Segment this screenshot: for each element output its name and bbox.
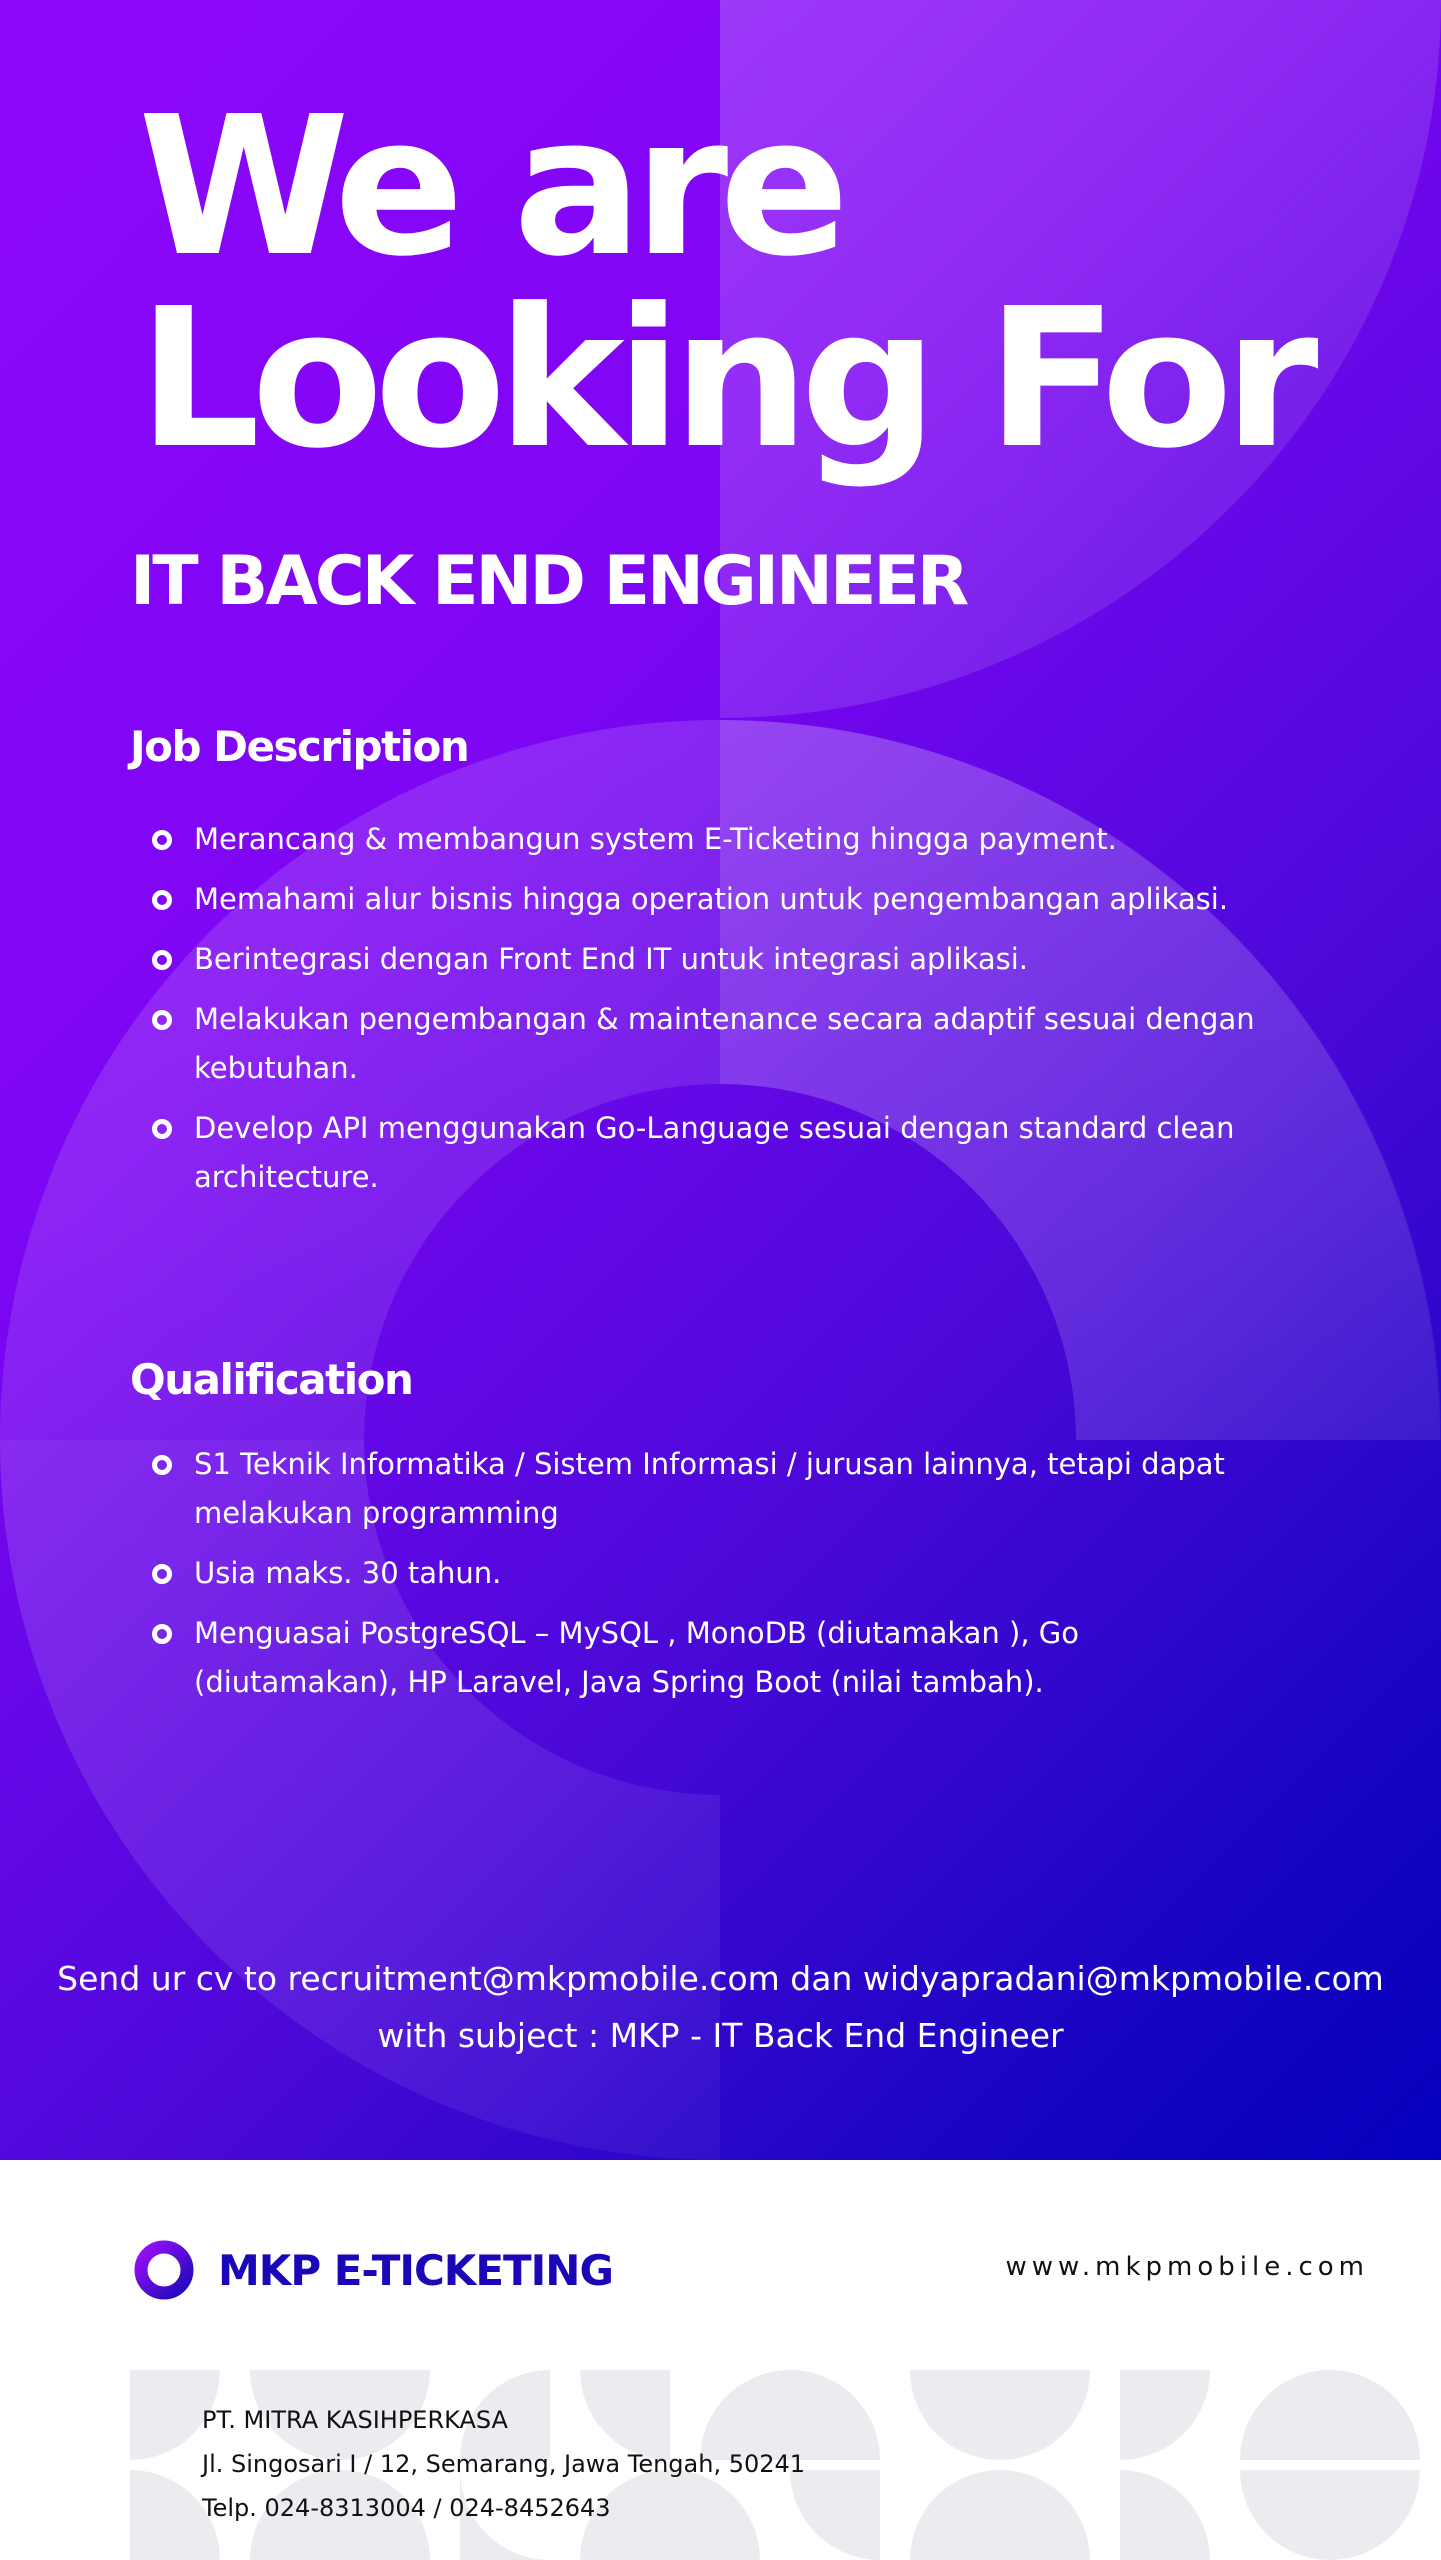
list-item: [152, 875, 1292, 924]
headline-line-2: Looking For: [138, 268, 1310, 491]
list-item-text: S1 Teknik Informatika / Sistem Informasi / jurusan lainnya, tetapi dapat melakukan programming: [194, 1447, 1225, 1530]
mkp-logo-icon: [134, 2240, 194, 2300]
footer: [0, 2160, 1441, 2560]
cv-line-2: with subject : MKP - IT Back End Engineer: [377, 2016, 1064, 2055]
bullet-ring-icon: [152, 890, 172, 910]
job-description-title: Job Description: [130, 722, 469, 771]
list-item: [152, 1104, 1292, 1202]
list-item: [152, 935, 1292, 984]
brand-name: MKP E-TICKETING: [218, 2245, 613, 2295]
list-item-text: Merancang & membangun system E-Ticketing hingga payment.: [194, 822, 1117, 856]
bullet-ring-icon: [152, 1624, 172, 1644]
list-item-text: Usia maks. 30 tahun.: [194, 1556, 502, 1590]
headline: [138, 76, 1310, 491]
company-address: [202, 2398, 805, 2530]
list-item-text: Memahami alur bisnis hingga operation untuk pengembangan aplikasi.: [194, 882, 1229, 916]
cv-instructions: [0, 1950, 1441, 2064]
list-item: [152, 995, 1292, 1093]
list-item-text: Melakukan pengembangan & maintenance secara adaptif sesuai dengan kebutuhan.: [194, 1002, 1255, 1085]
list-item: [152, 1549, 1292, 1598]
list-item-text: Menguasai PostgreSQL – MySQL , MonoDB (diutamakan ), Go (diutamakan), HP Laravel, Java Spring Boot (nilai tambah).: [194, 1616, 1079, 1699]
list-item: [152, 1440, 1292, 1538]
bullet-ring-icon: [152, 1455, 172, 1475]
qualification-list: [152, 1440, 1292, 1718]
job-description-list: [152, 815, 1292, 1213]
bullet-ring-icon: [152, 830, 172, 850]
bullet-ring-icon: [152, 950, 172, 970]
bullet-ring-icon: [152, 1564, 172, 1584]
list-item-text: Berintegrasi dengan Front End IT untuk integrasi aplikasi.: [194, 942, 1028, 976]
job-title: IT BACK END ENGINEER: [130, 542, 967, 621]
company-name: PT. MITRA KASIHPERKASA: [202, 2406, 508, 2434]
cv-line-1: Send ur cv to recruitment@mkpmobile.com dan widyapradani@mkpmobile.com: [57, 1959, 1384, 1998]
list-item-text: Develop API menggunakan Go-Language sesuai dengan standard clean architecture.: [194, 1111, 1235, 1194]
brand: [134, 2240, 613, 2300]
qualification-title: Qualification: [130, 1355, 413, 1404]
phone-line: Telp. 024-8313004 / 024-8452643: [202, 2494, 611, 2522]
headline-line-1: We are: [138, 76, 841, 299]
bullet-ring-icon: [152, 1010, 172, 1030]
address-line: Jl. Singosari I / 12, Semarang, Jawa Tengah, 50241: [202, 2450, 806, 2478]
website-link[interactable]: www.mkpmobile.com: [1005, 2252, 1369, 2282]
bullet-ring-icon: [152, 1119, 172, 1139]
list-item: [152, 1609, 1292, 1707]
list-item: [152, 815, 1292, 864]
